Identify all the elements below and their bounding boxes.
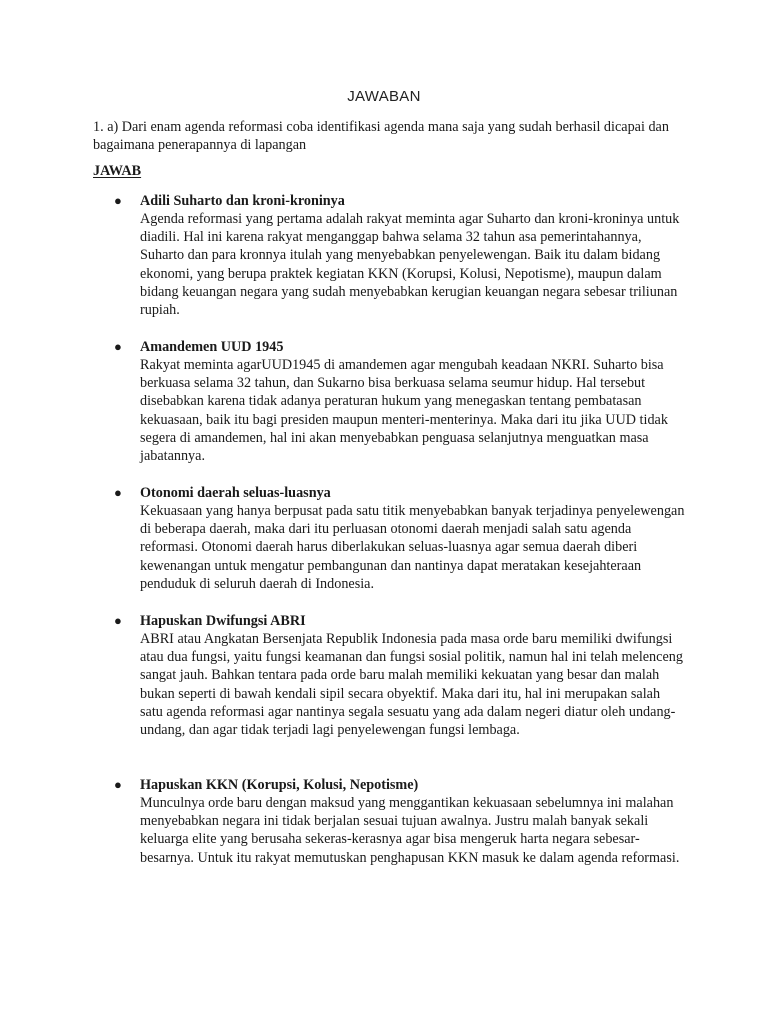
bullet-icon: ● [114, 193, 122, 208]
item-heading: Hapuskan Dwifungsi ABRI [140, 613, 306, 629]
bullet-icon: ● [114, 777, 122, 792]
item-heading: Adili Suharto dan kroni-kroninya [140, 193, 345, 209]
item-body: ABRI atau Angkatan Bersenjata Republik Indonesia pada masa orde baru memiliki dwifungsi atau dua fungsi, yaitu fungsi keamanan dan fungsi sosial politik, namun hal ini telah melenceng sangat jauh. Bahkan tentara pada orde baru malah memiliki kekuatan yang besar dan malah bukan seperti di bawah kendali sipil secara obyektif. Maka dari itu, hal ini merupakan salah satu agenda reformasi agar nantinya segala sesuatu yang ada dalam negeri diatur oleh undang-undang, dan agar tidak terjadi lagi penyelewengan fungsi lembaga. [140, 631, 683, 739]
item-heading: Hapuskan KKN (Korupsi, Kolusi, Nepotisme) [140, 777, 419, 793]
item-body: Munculnya orde baru dengan maksud yang menggantikan kekuasaan sebelumnya ini malahan menyebabkan negara ini tidak berjalan sesuai tujuan awalnya. Justru malah banyak sekali keluarga elite yang berusaha sekeras-kerasnya agar bisa mengeruk harta negara sebesar-besarnya. Untuk itu rakyat memutuskan penghapusan KKN masuk ke dalam agenda reformasi. [140, 795, 680, 866]
bullet-icon: ● [114, 339, 122, 354]
page-title: JAWABAN [347, 88, 421, 105]
question-text: 1. a) Dari enam agenda reformasi coba identifikasi agenda mana saja yang sudah berhasil dicapai dan bagaimana penerapannya di lapangan [93, 119, 669, 153]
bullet-icon: ● [114, 613, 122, 628]
item-heading: Otonomi daerah seluas-luasnya [140, 485, 331, 501]
bullet-icon: ● [114, 485, 122, 500]
item-heading: Amandemen UUD 1945 [140, 339, 284, 355]
item-body: Rakyat meminta agarUUD1945 di amandemen agar mengubah keadaan NKRI. Suharto bisa berkuasa selama 32 tahun, dan Sukarno bisa berkuasa selama seumur hidup. Hal tersebut disebabkan karena tidak adanya peraturan hukum yang menegaskan tentang pembatasan kekuasaan, baik itu bagi presiden maupun menteri-menterinya. Maka dari itu jika UUD tidak segera di amandemen, hal ini akan menyebabkan penguasa selanjutnya menguatkan masa jabatannya. [140, 357, 668, 465]
answer-label: JAWAB [93, 163, 142, 179]
item-body: Agenda reformasi yang pertama adalah rakyat meminta agar Suharto dan kroni-kroninya untuk diadili. Hal ini karena rakyat menganggap bahwa selama 32 tahun asa pemerintahannya, Suharto dan para kronnya itulah yang menyebabkan penyelewengan. Baik itu dalam bidang ekonomi, yang berupa praktek kegiatan KKN (Korupsi, Kolusi, Nepotisme), maupun dalam bidang keuangan negara yang sudah menyebabkan kerugian keuangan negara sebesar triliunan rupiah. [140, 211, 680, 319]
item-body: Kekuasaan yang hanya berpusat pada satu titik menyebabkan banyak terjadinya penyelewengan di beberapa daerah, maka dari itu perluasan otonomi daerah menjadi salah satu agenda reformasi. Otonomi daerah harus diberlakukan seluas-luasnya agar semua daerah diberi kewenangan untuk mengatur pembangunan dan nantinya dapat meratakan kesejahteraan penduduk di seluruh daerah di Indonesia. [140, 503, 685, 592]
